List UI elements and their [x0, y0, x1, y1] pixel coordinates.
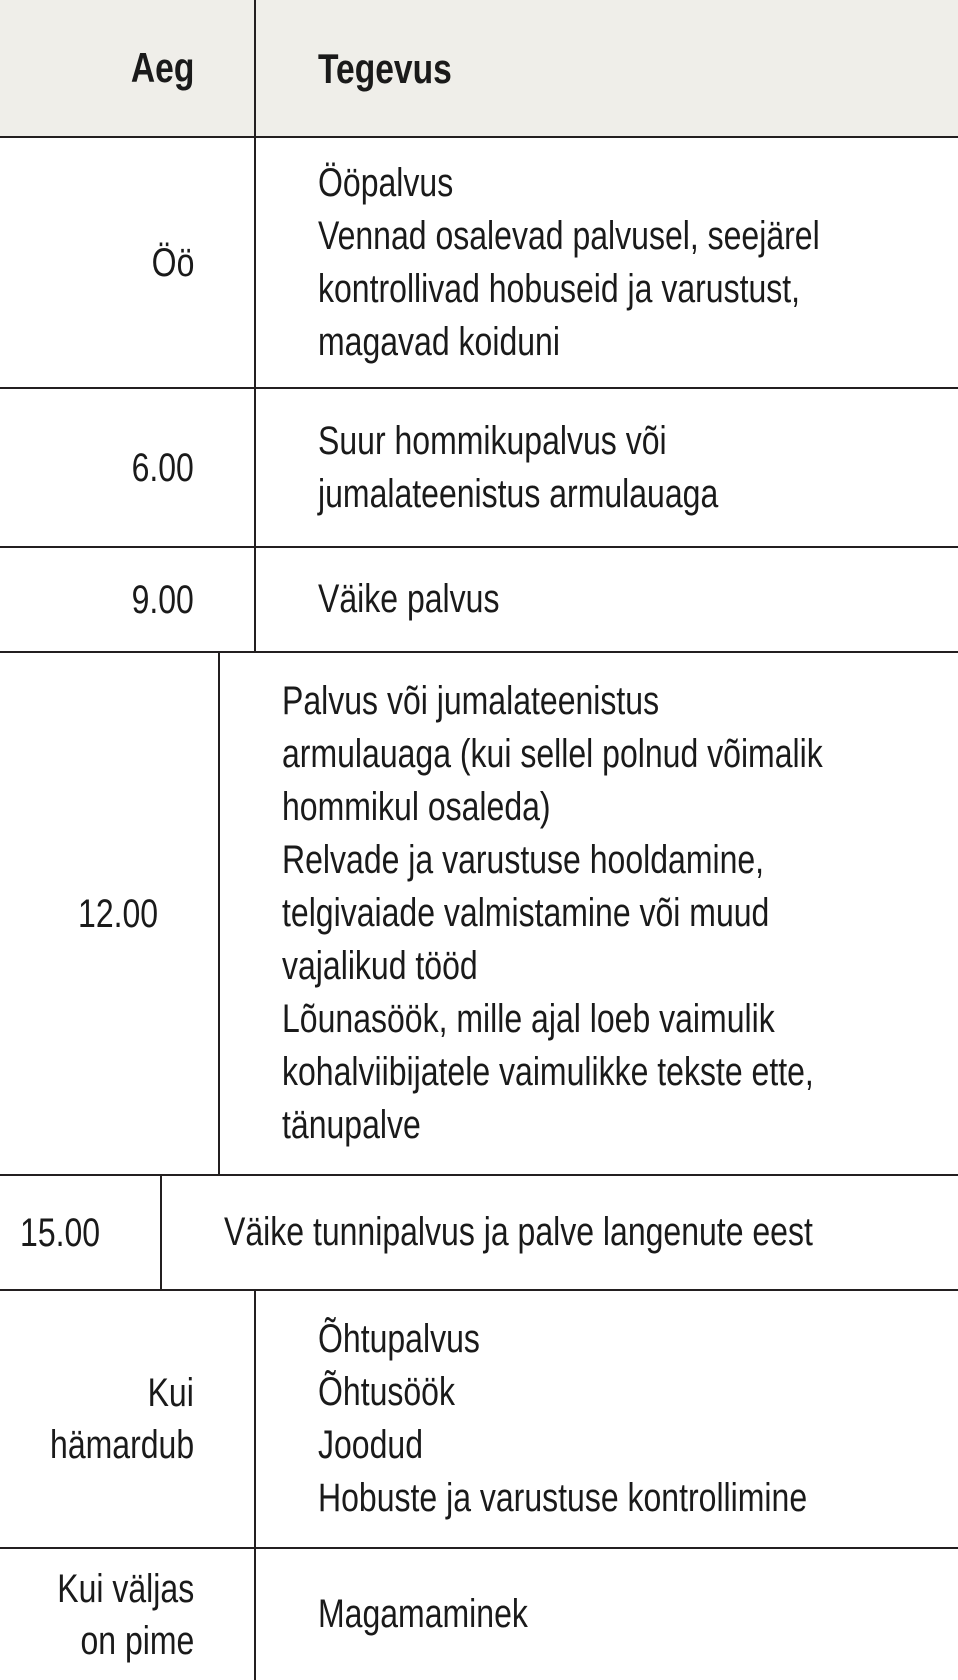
table-row — [0, 1176, 958, 1291]
activity-line: Joodud — [318, 1423, 423, 1467]
time-text: Kui väljas — [57, 1566, 194, 1611]
activity-line: Palvus või jumalateenistus — [282, 679, 660, 723]
table-row — [0, 1549, 958, 1680]
activity-line: tänupalve — [282, 1103, 421, 1147]
time-text: Kui — [147, 1371, 194, 1415]
table-row — [0, 138, 958, 389]
time-text: 6.00 — [131, 445, 194, 490]
time-text: 12.00 — [78, 891, 159, 936]
activity-line: vajalikud tööd — [282, 944, 478, 988]
activity-line: magavad koiduni — [318, 319, 560, 364]
time-cell — [0, 138, 256, 387]
time-cell — [0, 389, 256, 546]
activity-line: telgivaiade valmistamine või muud — [282, 891, 770, 935]
time-cell — [0, 548, 256, 651]
activity-cell — [162, 1176, 958, 1289]
table-row — [0, 548, 958, 653]
time-text: Öö — [151, 240, 194, 285]
time-text: hämardub — [49, 1423, 194, 1467]
activity-line: Õhtupalvus — [318, 1317, 480, 1361]
header-activity — [256, 0, 958, 136]
activity-cell — [220, 653, 958, 1174]
time-text: on pime — [80, 1618, 194, 1663]
activity-cell — [256, 138, 958, 387]
table-row — [0, 1291, 958, 1549]
header-time-label: Aeg — [130, 44, 194, 91]
activity-line: Vennad osalevad palvusel, seejärel — [318, 213, 820, 258]
activity-line: armulauaga (kui sellel polnud võimalik — [282, 732, 823, 776]
header-activity-label: Tegevus — [318, 44, 452, 92]
activity-line: Hobuste ja varustuse kontrollimine — [318, 1476, 808, 1520]
activity-line: jumalateenistus armulauaga — [318, 471, 719, 516]
time-cell — [0, 1291, 256, 1547]
activity-line: Magamaminek — [318, 1592, 528, 1636]
activity-line: Relvade ja varustuse hooldamine, — [282, 838, 765, 882]
table-row — [0, 653, 958, 1176]
activity-cell — [256, 1549, 958, 1680]
table-row — [0, 389, 958, 548]
activity-line: Õhtusöök — [318, 1370, 455, 1414]
activity-line: kontrollivad hobuseid ja varustust, — [318, 266, 801, 311]
activity-line: Väike tunnipalvus ja palve langenute eest — [224, 1210, 813, 1254]
activity-line: kohalviibijatele vaimulikke tekste ette, — [282, 1050, 814, 1094]
activity-cell — [256, 389, 958, 546]
time-text: 15.00 — [20, 1210, 101, 1255]
table-header — [0, 0, 958, 138]
time-cell — [0, 653, 220, 1174]
time-cell — [0, 1176, 162, 1289]
activity-line: Väike palvus — [318, 577, 500, 621]
activity-cell — [256, 548, 958, 651]
activity-line: Suur hommikupalvus või — [318, 418, 667, 463]
activity-line: Ööpalvus — [318, 160, 454, 205]
header-time — [0, 0, 256, 136]
activity-line: hommikul osaleda) — [282, 785, 551, 829]
activity-cell — [256, 1291, 958, 1547]
activity-line: Lõunasöök, mille ajal loeb vaimulik — [282, 997, 775, 1041]
time-text: 9.00 — [131, 577, 194, 622]
time-cell — [0, 1549, 256, 1680]
